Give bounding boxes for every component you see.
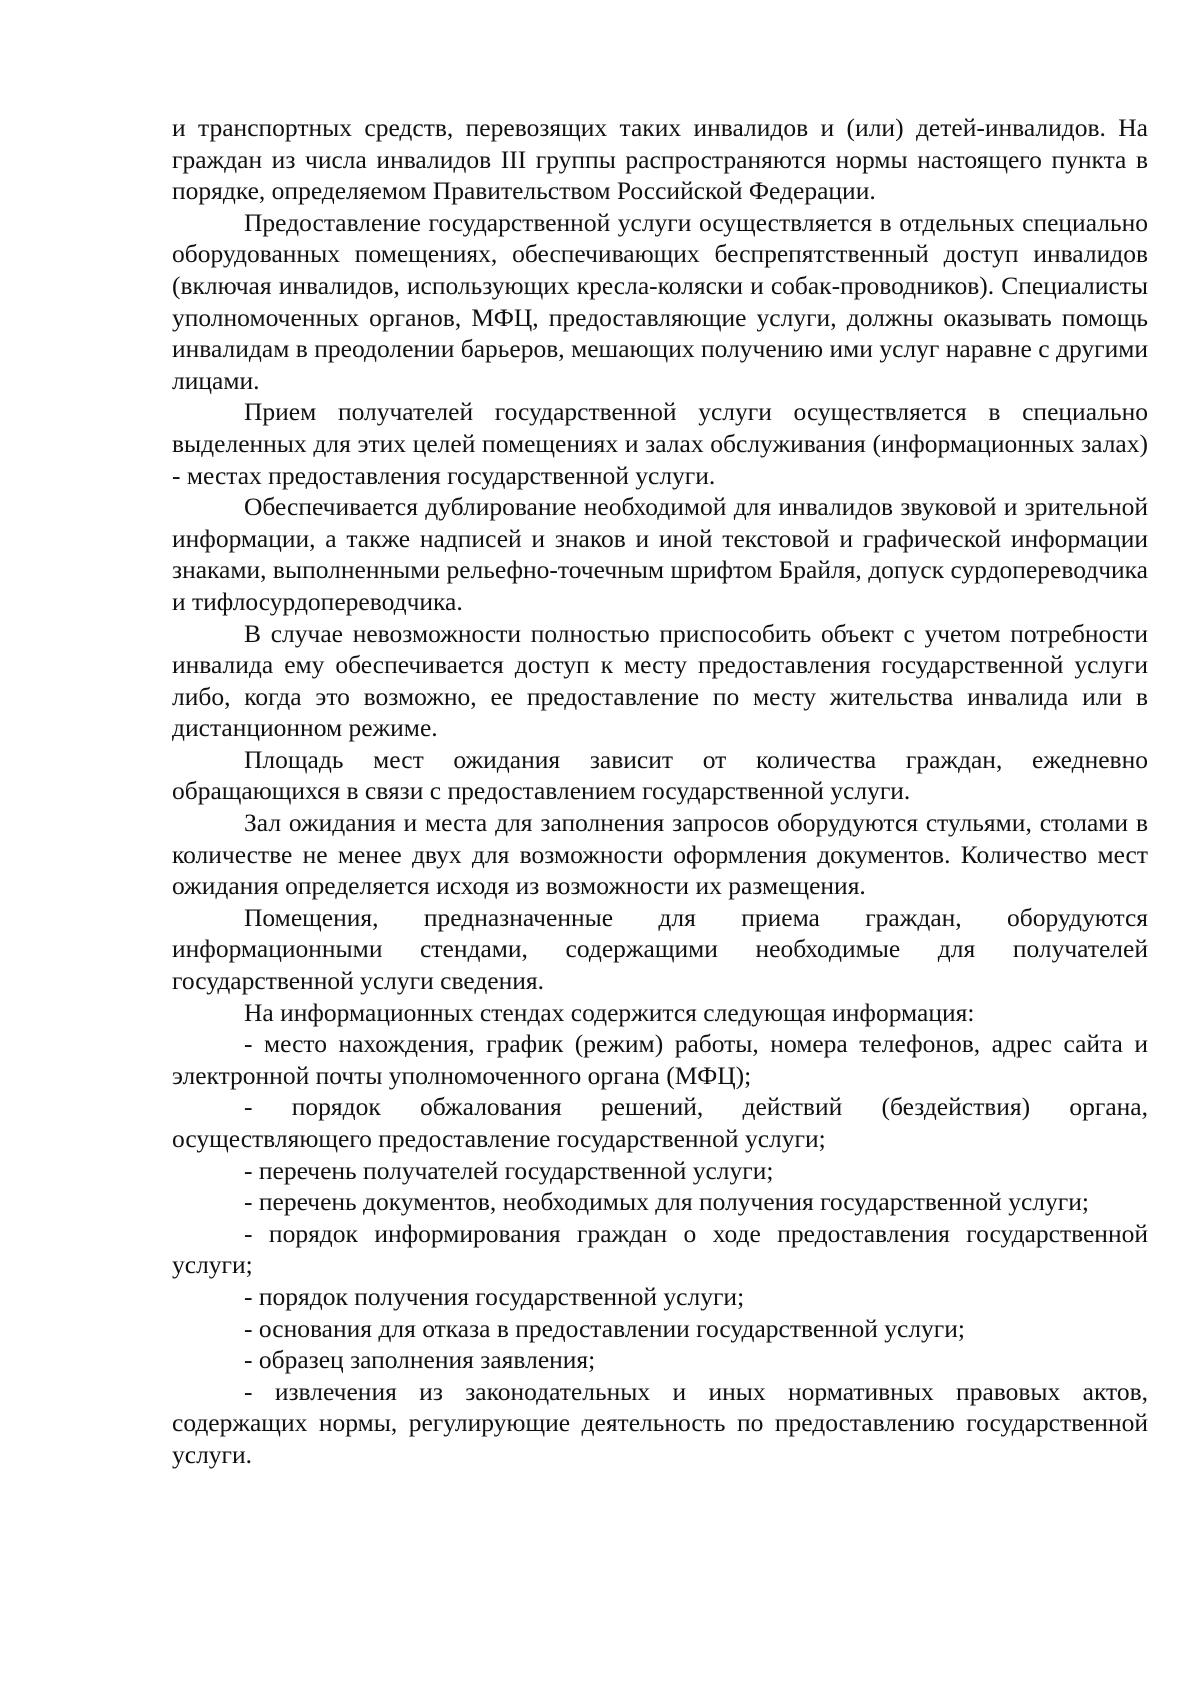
paragraph-continuation: и транспортных средств, перевозящих таких инвалидов и (или) детей-инвалидов. На граждан из числа инвалидов III группы распространяются нормы настоящего пункта в порядке, определяемом Правительством Российской Федерации. <box>172 113 1148 206</box>
list-item: - место нахождения, график (режим) работы, номера телефонов, адрес сайта и электронной почты уполномоченного органа (МФЦ); <box>172 1029 1148 1090</box>
list-item: - перечень документов, необходимых для получения государственной услуги; <box>244 1187 1089 1217</box>
paragraph-service-premises: Предоставление государственной услуги осуществляется в отдельных специально оборудованных помещениях, обеспечивающих беспрепятственный доступ инвалидов (включая инвалидов, использующих кресла-коляски и собак-проводников). Специалисты уполномоченных органов, МФЦ, предоставляющие услуги, должны оказывать помощь инвалидам в преодолении барьеров, мешающих получению ими услуг наравне с другими лицами. <box>172 207 1148 395</box>
document-page <box>172 112 1148 1471</box>
list-item: - образец заполнения заявления; <box>244 1345 596 1375</box>
paragraph-info-stands: Помещения, предназначенные для приема граждан, оборудуются информационными стендами, содержащими необходимые для получателей государственной услуги сведения. <box>172 902 1148 996</box>
paragraph-reception: Прием получателей государственной услуги осуществляется в специально выделенных для этих целей помещениях и залах обслуживания (информационных залах) - местах предоставления государственной услуги. <box>172 397 1148 490</box>
list-item: - порядок получения государственной услуги; <box>244 1281 745 1311</box>
paragraph-waiting-area: Площадь мест ожидания зависит от количества граждан, ежедневно обращающихся в связи с предоставлением государственной услуги. <box>172 744 1148 806</box>
paragraph-stands-content-intro: На информационных стендах содержится следующая информация: <box>244 997 975 1027</box>
list-item: - перечень получателей государственной услуги; <box>244 1155 774 1185</box>
paragraph-accessibility: В случае невозможности полностью приспособить объект с учетом потребности инвалида ему обеспечивается доступ к месту предоставления государственной услуги либо, когда это возможно, ее предоставление по месту жительства инвалида или в дистанционном режиме. <box>172 618 1148 743</box>
list-item: - основания для отказа в предоставлении государственной услуги; <box>244 1313 965 1343</box>
paragraph-waiting-hall: Зал ожидания и места для заполнения запросов оборудуются стульями, столами в количестве не менее двух для возможности оформления документов. Количество мест ожидания определяется исходя из возможности их размещения. <box>172 808 1148 901</box>
list-item: - извлечения из законодательных и иных нормативных правовых актов, содержащих нормы, регулирующие деятельность по предоставлению государственной услуги. <box>172 1376 1148 1469</box>
list-item: - порядок обжалования решений, действий (бездействия) органа, осуществляющего предоставление государственной услуги; <box>172 1092 1148 1153</box>
paragraph-braille: Обеспечивается дублирование необходимой для инвалидов звуковой и зрительной информации, а также надписей и знаков и иной текстовой и графической информации знаками, выполненными рельефно-точечным шрифтом Брайля, допуск сурдопереводчика и тифлосурдопереводчика. <box>172 492 1148 616</box>
list-item: - порядок информирования граждан о ходе предоставления государственной услуги; <box>172 1218 1148 1280</box>
